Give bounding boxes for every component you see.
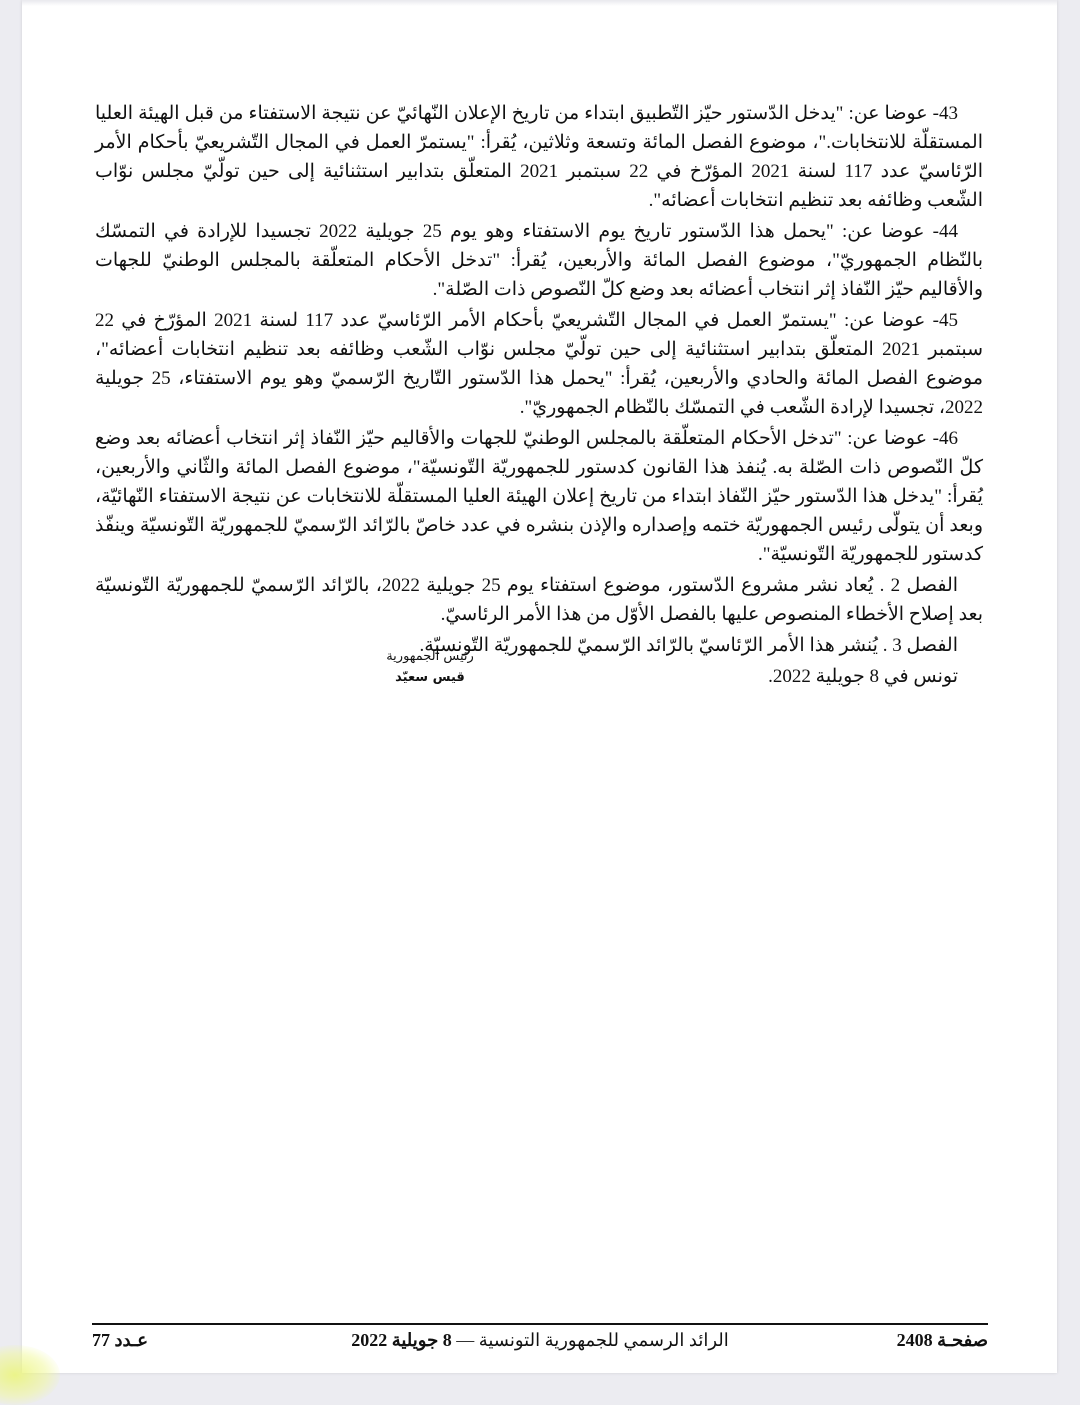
footer-divider (92, 1323, 988, 1325)
page-footer (92, 1327, 988, 1353)
paragraph-45: 45- عوضا عن: "يستمرّ العمل في المجال التّشريعيّ بأحكام الأمر الرّئاسيّ عدد 117 لسنة 2021 المؤرّخ في 22 سبتمبر 2021 المتعلّق بتدابير استثنائية إلى حين تولّيّ مجلس نوّاب الشّعب وظائفه بعد تنظيم انتخابات أعضائه"، موضوع الفصل المائة والحادي والأربعين، يُقرأ: "يحمل هذا الدّستور التّاريخ الرّسميّ وهو يوم الاستفتاء، 25 جويلية 2022، تجسيدا لإرادة الشّعب في التمسّك بالنّظام الجمهوريّ". (95, 310, 983, 418)
page-top-edge (22, 0, 1057, 6)
issue-number: عـدد 77 (92, 1330, 148, 1350)
page-number: صفحـة 2408 (896, 1330, 988, 1350)
paragraph-44: 44- عوضا عن: "يحمل هذا الدّستور تاريخ يوم الاستفتاء وهو يوم 25 جويلية 2022 تجسيدا للإرادة في التمسّك بالنّظام الجمهوريّ"، موضوع الفصل المائة والأربعين، يُقرأ: "تدخل الأحكام المتعلّقة بالمجلس الوطنيّ للجهات والأقاليم حيّز النّفاذ إثر انتخاب أعضائه بعد وضع كلّ النّصوص ذات الصّلة". (95, 221, 983, 300)
signatory-name: قيس سعيّد (395, 670, 465, 685)
article-2: الفصل 2 . يُعاد نشر مشروع الدّستور، موضوع استفتاء يوم 25 جويلية 2022، بالرّائد الرّسميّ للجمهوريّة التّونسيّة بعد إصلاح الأخطاء المنصوص عليها بالفصل الأوّل من هذا الأمر الرئاسيّ. (95, 575, 983, 625)
gazette-name: الرائد الرسمي للجمهورية التونسية — (456, 1330, 729, 1350)
document-body (95, 99, 983, 693)
closing-date: تونس في 8 جويلية 2022. (768, 666, 958, 687)
gazette-title (92, 1327, 988, 1353)
signature-block (330, 646, 530, 688)
paragraph-46: 46- عوضا عن: "تدخل الأحكام المتعلّقة بالمجلس الوطنيّ للجهات والأقاليم حيّز النّفاذ إثر انتخاب أعضائه بعد وضع كلّ النّصوص ذات الصّلة به. يُنفذ هذا القانون كدستور للجمهوريّة التّونسيّة"، موضوع الفصل المائة والثّاني والأربعين، يُقرأ: "يدخل هذا الدّستور حيّز النّفاذ ابتداء من تاريخ إعلان الهيئة العليا المستقلّة للانتخابات عن نتيجة الاستفتاء النّهائيّة، وبعد أن يتولّى رئيس الجمهوريّة ختمه وإصداره والإذن بنشره في عدد خاصّ بالرّائد الرّسميّ للجمهوريّة التّونسيّة وينفّذ كدستور للجمهوريّة التّونسيّة". (95, 428, 983, 565)
signatory-title: رئيس الجمهورية (386, 649, 474, 664)
article-3: الفصل 3 . يُنشر هذا الأمر الرّئاسيّ بالرّائد الرّسميّ للجمهوريّة التّونسيّة. (419, 635, 958, 656)
paragraph-43: 43- عوضا عن: "يدخل الدّستور حيّز التّطبيق ابتداء من تاريخ الإعلان النّهائيّ عن نتيجة الاستفتاء من قبل الهيئة العليا المستقلّة للانتخابات."، موضوع الفصل المائة وتسعة وثلاثين، يُقرأ: "يستمرّ العمل في المجال التّشريعيّ بأحكام الأمر الرّئاسيّ عدد 117 لسنة 2021 المؤرّخ في 22 سبتمبر 2021 المتعلّق بتدابير استثنائية إلى حين تولّيّ مجلس نوّاب الشّعب وظائفه بعد تنظيم انتخابات أعضائه". (95, 103, 983, 211)
gazette-date: 8 جويلية 2022 (351, 1330, 452, 1350)
